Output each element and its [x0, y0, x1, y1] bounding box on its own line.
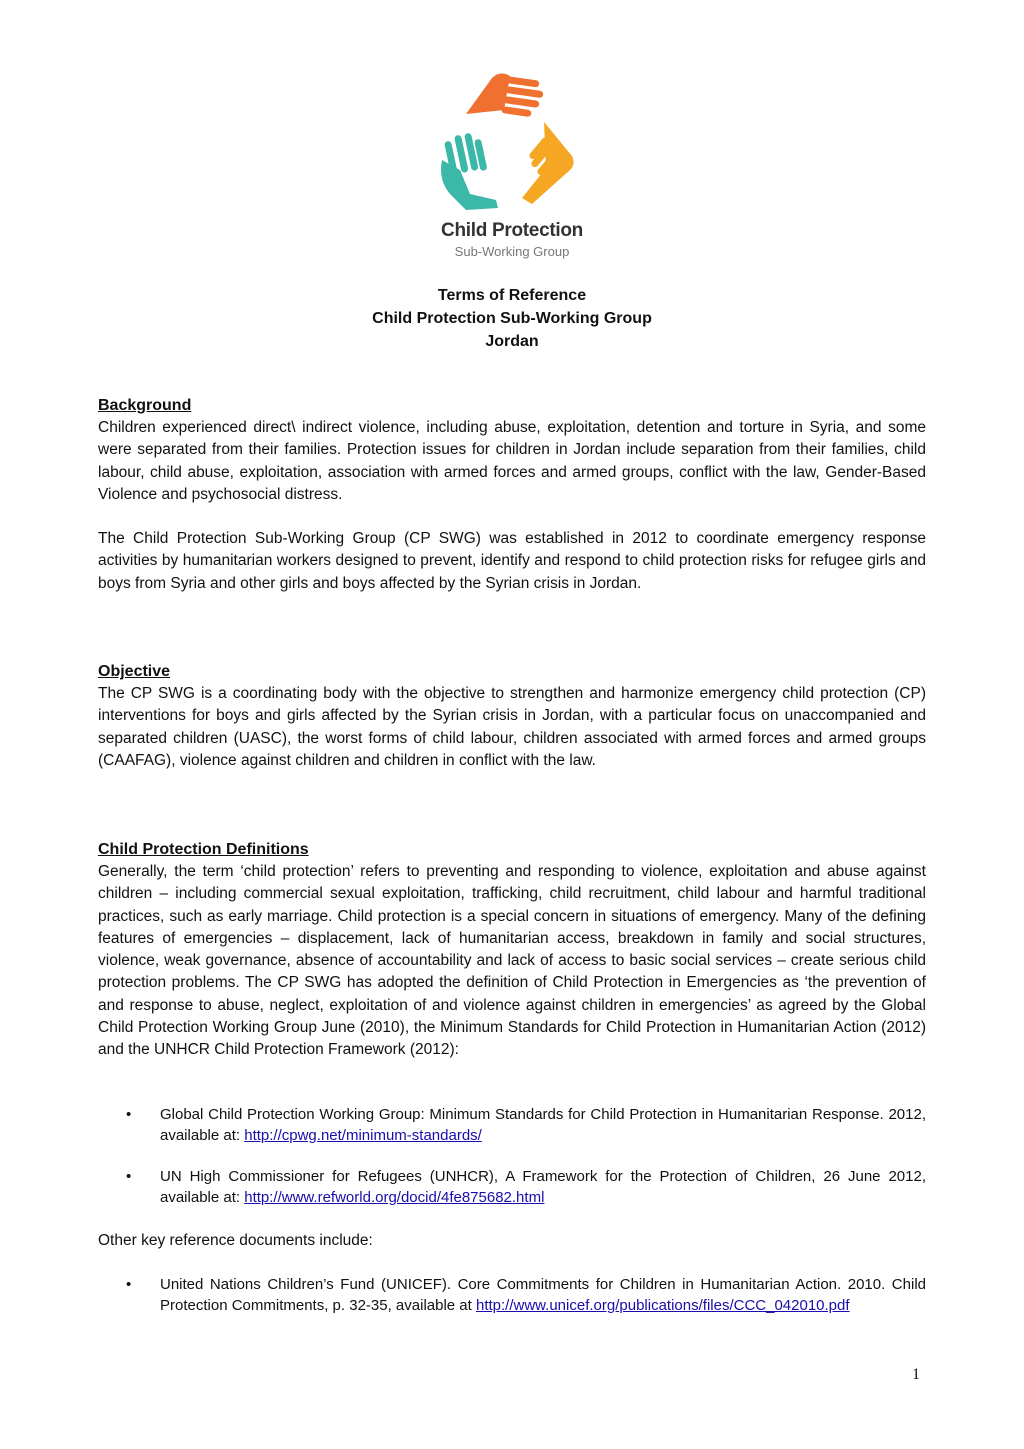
background-heading: Background [98, 397, 192, 414]
reference-text: UN High Commissioner for Refugees (UNHCR), A Framework for the Protection of Children, 26 June 2012, available at: [160, 1168, 926, 1206]
title-line-2: Child Protection Sub-Working Group [372, 310, 652, 327]
definitions-paragraph: Generally, the term ‘child protection’ refers to preventing and responding to violence, exploitation and abuse against children – including commercial sexual exploitation, trafficking, child recruitment, child labour and harmful traditional practices, such as early marriage. Child protection is a special concern in situations of emergency. Many of the defining features of emergencies – displacement, lack of humanitarian access, breakdown in family and social structures, violence, weak governance, absence of accountability and lack of access to basic social services – create serious child protection problems. The CP SWG has adopted the definition of Child Protection in Emergencies as ‘the prevention of and response to abuse, neglect, exploitation of and violence against children in emergencies’ as agreed by the Global Child Protection Working Group June (2010), the Minimum Standards for Child Protection in Humanitarian Action (2012) and the UNHCR Child Protection Framework (2012): [98, 863, 926, 1059]
page-number: 1 [912, 1366, 920, 1383]
list-item [98, 1275, 926, 1316]
bullet-icon: • [126, 1106, 132, 1123]
definitions-section [98, 839, 926, 1062]
objective-paragraph: The CP SWG is a coordinating body with the objective to strengthen and harmonize emergency child protection (CP) interventions for boys and girls affected by the Syrian crisis in Jordan, with a particular focus on unaccompanied and separated children (UASC), the worst forms of child labour, children associated with armed forces and armed groups (CAAFAG), violence against children and children in conflict with the law. [98, 685, 926, 769]
definitions-heading: Child Protection Definitions [98, 841, 309, 858]
three-hands-icon [436, 70, 588, 220]
background-paragraph-1: Children experienced direct\ indirect violence, including abuse, exploitation, detention and torture in Syria, and some were separated from their families. Protection issues for children in Jordan include separation from their families, child labour, child abuse, exploitation, association with armed forces and armed groups, conflict with the law, Gender-Based Violence and psychosocial distress. [98, 419, 926, 503]
reference-text: Global Child Protection Working Group: Minimum Standards for Child Protection in Humanitarian Response. 2012, available at: [160, 1106, 926, 1144]
objective-heading: Objective [98, 663, 171, 680]
reference-link-unicef[interactable]: http://www.unicef.org/publications/files/CCC_042010.pdf [475, 1296, 850, 1314]
reference-text: United Nations Children’s Fund (UNICEF). Core Commitments for Children in Humanitarian Action. 2010. Child Protection Commitments, p. 32-35, available at [160, 1276, 926, 1314]
objective-section [98, 661, 926, 772]
logo-title: Child Protection [441, 220, 583, 241]
other-references-intro: Other key reference documents include: [98, 1232, 373, 1249]
title-line-3: Jordan [485, 333, 539, 350]
list-item [98, 1105, 926, 1146]
background-paragraph-2: The Child Protection Sub-Working Group (CP SWG) was established in 2012 to coordinate emergency response activities by humanitarian workers designed to prevent, identify and respond to child protection risks for refugee girls and boys from Syria and other girls and boys affected by the Syrian crisis in Jordan. [98, 530, 926, 592]
title-line-1: Terms of Reference [437, 287, 587, 304]
reference-link-refworld[interactable]: http://www.refworld.org/docid/4fe875682.html [244, 1188, 545, 1206]
background-section [98, 395, 926, 595]
bullet-icon: • [126, 1168, 132, 1185]
reference-link-cpwg[interactable]: http://cpwg.net/minimum-standards/ [244, 1126, 482, 1144]
list-item [98, 1167, 926, 1208]
bullet-icon: • [126, 1276, 132, 1293]
document-title [0, 284, 1024, 353]
cp-swg-logo [430, 70, 594, 270]
logo-subtitle: Sub-Working Group [454, 244, 570, 259]
